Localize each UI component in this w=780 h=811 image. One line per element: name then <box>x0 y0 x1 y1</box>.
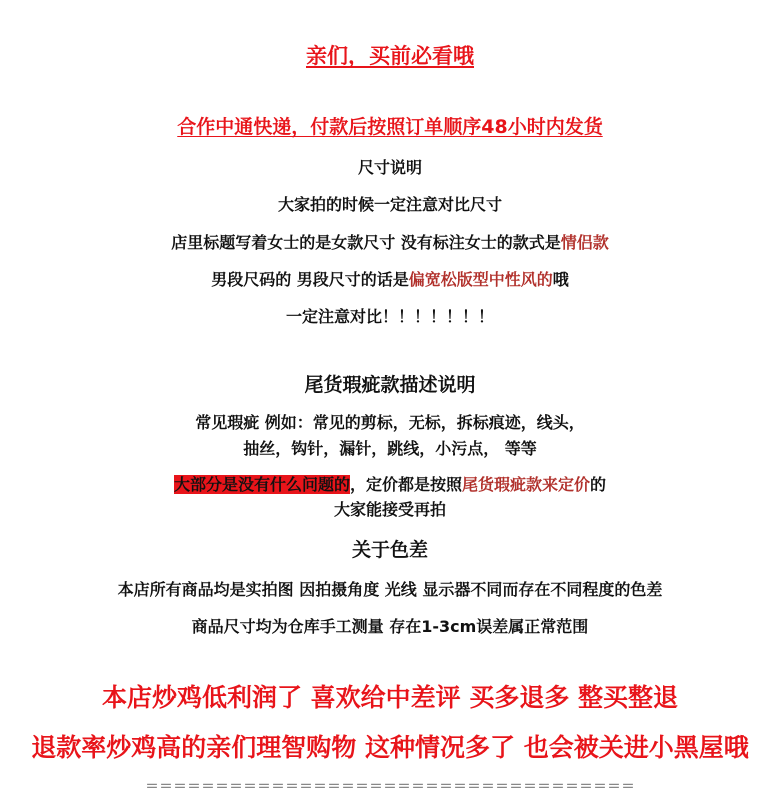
pricing-mid-text: ，定价都是按照 <box>349 475 462 494</box>
warning-line1: 本店炒鸡低利润了 喜欢给中差评 买多退多 整买整退 <box>101 683 679 712</box>
couples-style-label: 情侣款 <box>560 233 609 252</box>
page-title: 亲们，买前必看哦 <box>306 44 474 68</box>
size-note-mens-suffix: 哦 <box>552 270 569 289</box>
pricing-suffix: 的 <box>590 475 607 494</box>
size-section-heading: 尺寸说明 <box>357 158 422 177</box>
accept-before-buy: 大家能接受再拍 <box>333 500 446 519</box>
divider: ＝＝＝＝＝＝＝＝＝＝＝＝＝＝＝＝＝＝＝＝＝＝＝＝＝＝＝＝＝＝＝＝＝＝＝ <box>145 779 635 795</box>
measurement-note: 商品尺寸均为仓库手工测量 存在1-3cm误差属正常范围 <box>191 617 589 636</box>
size-note-reminder: 一定注意对比！！！！！！！ <box>285 307 494 326</box>
size-note-compare: 大家拍的时候一定注意对比尺寸 <box>277 195 502 214</box>
warning-line2: 退款率炒鸡高的亲们理智购物 这种情况多了 也会被关进小黑屋哦 <box>31 733 749 762</box>
defect-section-heading: 尾货瑕疵款描述说明 <box>304 374 476 396</box>
defect-examples-line1: 常见瑕疵 例如：常见的剪标，无标，拆标痕迹，线头， <box>195 413 585 432</box>
shipping-notice: 合作中通快递，付款后按照订单顺序48小时内发货 <box>177 116 603 138</box>
size-note-mens-text: 男段尺码的 男段尺寸的话是 <box>211 270 409 289</box>
size-note-womens <box>0 230 780 253</box>
color-section-heading: 关于色差 <box>351 539 428 561</box>
mostly-fine-highlight: 大部分是没有什么问题的 <box>173 475 350 494</box>
color-difference-note: 本店所有商品均是实拍图 因拍摄角度 光线 显示器不同而存在不同程度的色差 <box>117 580 663 599</box>
defect-pricing-label: 尾货瑕疵款来定价 <box>462 475 591 494</box>
defect-examples-line2: 抽丝，钩针，漏针，跳线，小污点， 等等 <box>243 439 537 458</box>
loose-fit-label: 偏宽松版型中性风的 <box>408 270 553 289</box>
defect-pricing-note <box>0 472 780 495</box>
size-note-mens <box>0 267 780 290</box>
size-note-womens-text: 店里标题写着女士的是女款尺寸 没有标注女士的款式是 <box>171 233 561 252</box>
